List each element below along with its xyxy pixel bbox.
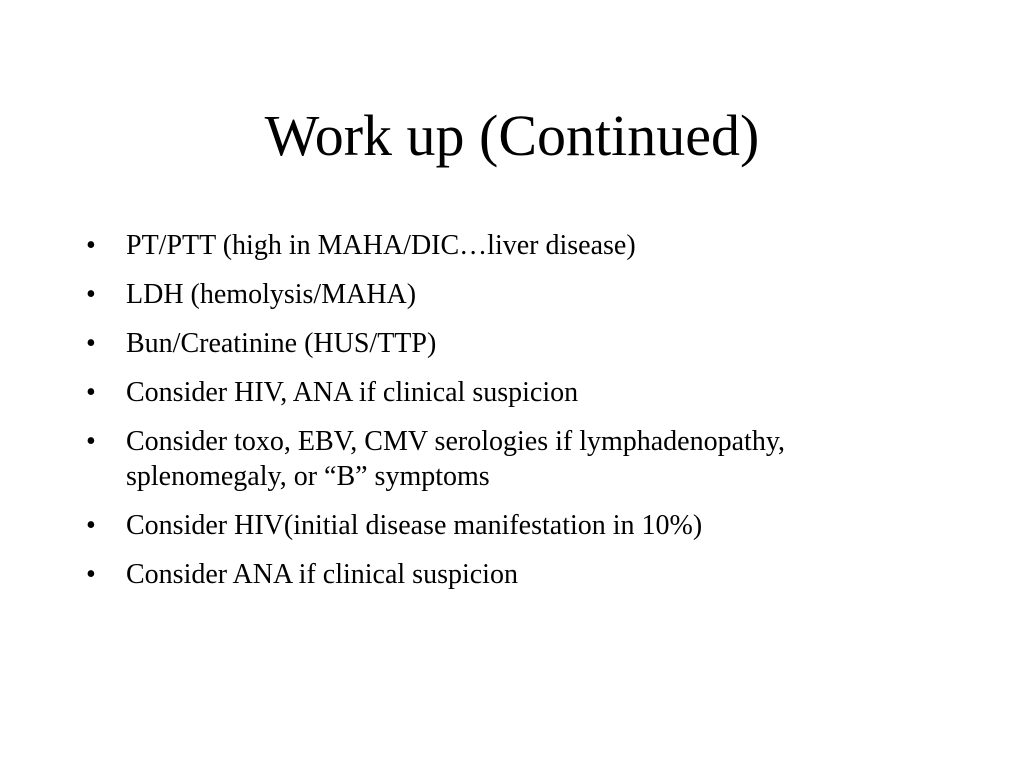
bullet-icon: • [86, 559, 96, 590]
bullet-icon: • [86, 230, 96, 261]
bullet-text: Consider HIV(initial disease manifestation in 10%) [126, 510, 703, 541]
bullet-icon: • [86, 426, 96, 457]
bullet-item [86, 326, 946, 361]
bullet-text: Consider HIV, ANA if clinical suspicion [126, 377, 579, 408]
bullet-item [86, 508, 946, 543]
slide-title: Work up (Continued) [264, 103, 760, 168]
bullet-text: Bun/Creatinine (HUS/TTP) [126, 328, 437, 359]
bullet-text: Consider toxo, EBV, CMV serologies if lymphadenopathy, splenomegaly, or “B” symptoms [126, 426, 785, 492]
bullet-icon: • [86, 510, 96, 541]
bullet-text: Consider ANA if clinical suspicion [126, 559, 518, 590]
bullet-list [86, 228, 946, 606]
bullet-item [86, 557, 946, 592]
bullet-icon: • [86, 328, 96, 359]
bullet-icon: • [86, 377, 96, 408]
bullet-item [86, 228, 946, 263]
bullet-text: LDH (hemolysis/MAHA) [126, 279, 417, 310]
bullet-item [86, 375, 946, 410]
bullet-icon: • [86, 279, 96, 310]
bullet-item [86, 424, 946, 494]
bullet-item [86, 277, 946, 312]
bullet-text: PT/PTT (high in MAHA/DIC…liver disease) [126, 230, 636, 261]
